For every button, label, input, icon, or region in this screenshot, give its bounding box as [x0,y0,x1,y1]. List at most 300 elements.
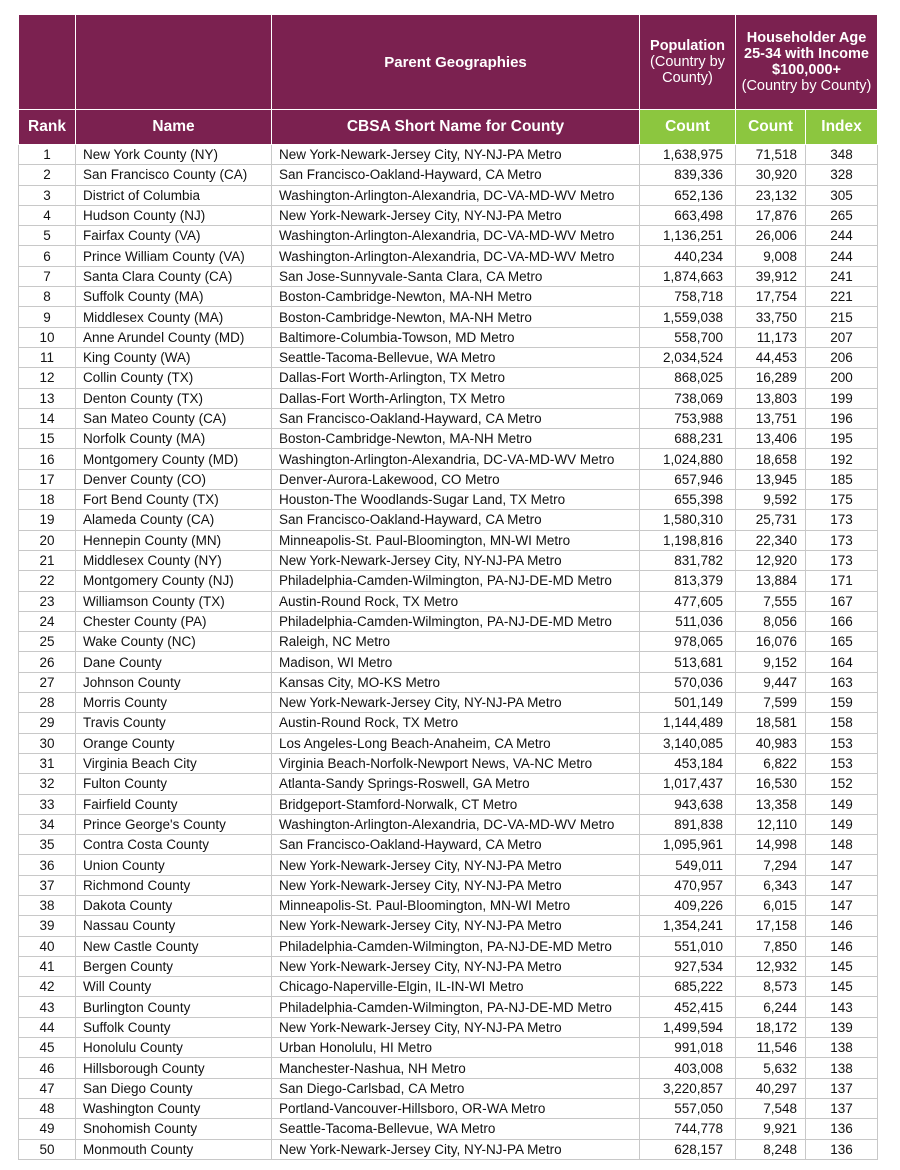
cell-householder-count: 44,453 [736,347,806,367]
cell-rank: 6 [19,246,76,266]
cell-householder-count: 14,998 [736,835,806,855]
cell-rank: 22 [19,571,76,591]
table-row [19,1038,878,1058]
cell-population-count: 452,415 [640,997,736,1017]
cell-cbsa-name: San Jose-Sunnyvale-Santa Clara, CA Metro [272,266,640,286]
table-row [19,347,878,367]
cell-rank: 50 [19,1139,76,1159]
table-row [19,814,878,834]
header-householder-count: Count [736,110,806,145]
table-row [19,550,878,570]
cell-index: 195 [806,429,878,449]
cell-cbsa-name: Portland-Vancouver-Hillsboro, OR-WA Metro [272,1098,640,1118]
cell-index: 148 [806,835,878,855]
cell-householder-count: 17,158 [736,916,806,936]
table-row [19,956,878,976]
cell-householder-count: 12,110 [736,814,806,834]
cell-index: 147 [806,875,878,895]
cell-rank: 21 [19,550,76,570]
cell-cbsa-name: New York-Newark-Jersey City, NY-NJ-PA Metro [272,693,640,713]
cell-index: 221 [806,287,878,307]
cell-rank: 18 [19,490,76,510]
cell-rank: 14 [19,408,76,428]
cell-index: 164 [806,652,878,672]
cell-population-count: 688,231 [640,429,736,449]
table-row [19,916,878,936]
cell-householder-count: 8,248 [736,1139,806,1159]
cell-cbsa-name: Baltimore-Columbia-Towson, MD Metro [272,327,640,347]
header-row-top [19,15,878,110]
cell-population-count: 685,222 [640,977,736,997]
header-blank-name [76,15,272,110]
cell-population-count: 663,498 [640,205,736,225]
cell-index: 215 [806,307,878,327]
cell-householder-count: 13,945 [736,469,806,489]
cell-rank: 40 [19,936,76,956]
cell-population-count: 3,140,085 [640,733,736,753]
cell-county-name: Will County [76,977,272,997]
cell-index: 192 [806,449,878,469]
cell-cbsa-name: Washington-Arlington-Alexandria, DC-VA-MD-WV Metro [272,185,640,205]
table-row [19,774,878,794]
cell-county-name: Snohomish County [76,1119,272,1139]
table-row [19,307,878,327]
table-row [19,327,878,347]
cell-population-count: 657,946 [640,469,736,489]
cell-householder-count: 7,294 [736,855,806,875]
header-row-bottom [19,110,878,145]
cell-population-count: 477,605 [640,591,736,611]
cell-cbsa-name: Philadelphia-Camden-Wilmington, PA-NJ-DE-MD Metro [272,997,640,1017]
header-population [640,15,736,110]
cell-population-count: 813,379 [640,571,736,591]
table-row [19,591,878,611]
cell-county-name: San Diego County [76,1078,272,1098]
cell-householder-count: 16,076 [736,632,806,652]
cell-cbsa-name: New York-Newark-Jersey City, NY-NJ-PA Metro [272,875,640,895]
cell-cbsa-name: New York-Newark-Jersey City, NY-NJ-PA Metro [272,145,640,165]
cell-rank: 9 [19,307,76,327]
cell-householder-count: 8,056 [736,611,806,631]
cell-cbsa-name: Washington-Arlington-Alexandria, DC-VA-MD-WV Metro [272,449,640,469]
cell-population-count: 551,010 [640,936,736,956]
cell-rank: 37 [19,875,76,895]
cell-index: 137 [806,1078,878,1098]
cell-cbsa-name: Los Angeles-Long Beach-Anaheim, CA Metro [272,733,640,753]
cell-rank: 15 [19,429,76,449]
cell-index: 171 [806,571,878,591]
cell-index: 207 [806,327,878,347]
cell-rank: 27 [19,672,76,692]
table-row [19,266,878,286]
cell-cbsa-name: Boston-Cambridge-Newton, MA-NH Metro [272,307,640,327]
table-row [19,997,878,1017]
cell-householder-count: 6,015 [736,895,806,915]
cell-county-name: Montgomery County (MD) [76,449,272,469]
cell-index: 173 [806,550,878,570]
cell-cbsa-name: New York-Newark-Jersey City, NY-NJ-PA Metro [272,550,640,570]
cell-index: 200 [806,368,878,388]
cell-householder-count: 11,546 [736,1038,806,1058]
cell-index: 149 [806,814,878,834]
table-row [19,632,878,652]
cell-rank: 41 [19,956,76,976]
cell-rank: 34 [19,814,76,834]
cell-county-name: Burlington County [76,997,272,1017]
cell-rank: 17 [19,469,76,489]
table-row [19,753,878,773]
cell-index: 136 [806,1119,878,1139]
cell-householder-count: 13,803 [736,388,806,408]
cell-county-name: Dakota County [76,895,272,915]
cell-population-count: 3,220,857 [640,1078,736,1098]
cell-cbsa-name: Virginia Beach-Norfolk-Newport News, VA-NC Metro [272,753,640,773]
cell-rank: 1 [19,145,76,165]
header-householder-subtitle: (Country by County) [741,78,872,94]
cell-rank: 32 [19,774,76,794]
cell-cbsa-name: Kansas City, MO-KS Metro [272,672,640,692]
cell-index: 241 [806,266,878,286]
cell-county-name: Prince George's County [76,814,272,834]
cell-population-count: 1,354,241 [640,916,736,936]
cell-householder-count: 7,850 [736,936,806,956]
table-row [19,246,878,266]
cell-index: 328 [806,165,878,185]
cell-county-name: Hillsborough County [76,1058,272,1078]
cell-cbsa-name: Chicago-Naperville-Elgin, IL-IN-WI Metro [272,977,640,997]
cell-population-count: 1,874,663 [640,266,736,286]
cell-county-name: Denton County (TX) [76,388,272,408]
cell-rank: 43 [19,997,76,1017]
cell-index: 185 [806,469,878,489]
cell-index: 138 [806,1038,878,1058]
cell-county-name: Hennepin County (MN) [76,530,272,550]
cell-cbsa-name: San Francisco-Oakland-Hayward, CA Metro [272,408,640,428]
cell-county-name: Fairfax County (VA) [76,226,272,246]
cell-index: 163 [806,672,878,692]
cell-cbsa-name: San Francisco-Oakland-Hayward, CA Metro [272,835,640,855]
cell-householder-count: 18,581 [736,713,806,733]
cell-rank: 36 [19,855,76,875]
cell-county-name: Fairfield County [76,794,272,814]
cell-householder-count: 7,555 [736,591,806,611]
cell-county-name: Virginia Beach City [76,753,272,773]
cell-rank: 4 [19,205,76,225]
table-row [19,1058,878,1078]
cell-householder-count: 9,008 [736,246,806,266]
cell-county-name: Suffolk County [76,1017,272,1037]
cell-index: 145 [806,977,878,997]
cell-householder-count: 25,731 [736,510,806,530]
cell-index: 196 [806,408,878,428]
cell-householder-count: 17,754 [736,287,806,307]
cell-rank: 47 [19,1078,76,1098]
table-row [19,1098,878,1118]
cell-cbsa-name: Washington-Arlington-Alexandria, DC-VA-MD-WV Metro [272,814,640,834]
cell-cbsa-name: Austin-Round Rock, TX Metro [272,713,640,733]
cell-population-count: 744,778 [640,1119,736,1139]
cell-cbsa-name: New York-Newark-Jersey City, NY-NJ-PA Metro [272,205,640,225]
cell-householder-count: 7,599 [736,693,806,713]
cell-rank: 48 [19,1098,76,1118]
cell-county-name: Bergen County [76,956,272,976]
cell-county-name: Wake County (NC) [76,632,272,652]
cell-cbsa-name: New York-Newark-Jersey City, NY-NJ-PA Metro [272,1139,640,1159]
cell-cbsa-name: Philadelphia-Camden-Wilmington, PA-NJ-DE-MD Metro [272,571,640,591]
cell-county-name: Hudson County (NJ) [76,205,272,225]
cell-index: 147 [806,895,878,915]
cell-county-name: San Francisco County (CA) [76,165,272,185]
cell-householder-count: 11,173 [736,327,806,347]
table-row [19,1078,878,1098]
cell-householder-count: 16,530 [736,774,806,794]
cell-population-count: 409,226 [640,895,736,915]
table-row [19,530,878,550]
cell-index: 348 [806,145,878,165]
cell-index: 199 [806,388,878,408]
table-row [19,449,878,469]
header-population-title: Population [650,38,725,54]
cell-county-name: Norfolk County (MA) [76,429,272,449]
cell-cbsa-name: San Francisco-Oakland-Hayward, CA Metro [272,165,640,185]
table-row [19,693,878,713]
cell-index: 146 [806,916,878,936]
cell-population-count: 839,336 [640,165,736,185]
cell-householder-count: 16,289 [736,368,806,388]
cell-cbsa-name: Washington-Arlington-Alexandria, DC-VA-MD-WV Metro [272,246,640,266]
table-row [19,287,878,307]
cell-cbsa-name: Minneapolis-St. Paul-Bloomington, MN-WI Metro [272,895,640,915]
header-blank-rank [19,15,76,110]
cell-householder-count: 26,006 [736,226,806,246]
cell-cbsa-name: Manchester-Nashua, NH Metro [272,1058,640,1078]
cell-rank: 31 [19,753,76,773]
table-row [19,368,878,388]
table-row [19,1119,878,1139]
cell-index: 175 [806,490,878,510]
cell-cbsa-name: Denver-Aurora-Lakewood, CO Metro [272,469,640,489]
cell-householder-count: 9,152 [736,652,806,672]
cell-population-count: 1,144,489 [640,713,736,733]
cell-population-count: 511,036 [640,611,736,631]
cell-population-count: 470,957 [640,875,736,895]
cell-index: 305 [806,185,878,205]
cell-householder-count: 12,932 [736,956,806,976]
cell-index: 244 [806,246,878,266]
cell-cbsa-name: New York-Newark-Jersey City, NY-NJ-PA Metro [272,956,640,976]
cell-county-name: Williamson County (TX) [76,591,272,611]
cell-rank: 2 [19,165,76,185]
cell-cbsa-name: San Diego-Carlsbad, CA Metro [272,1078,640,1098]
cell-population-count: 991,018 [640,1038,736,1058]
cell-cbsa-name: Urban Honolulu, HI Metro [272,1038,640,1058]
table-row [19,733,878,753]
cell-county-name: Middlesex County (MA) [76,307,272,327]
cell-county-name: District of Columbia [76,185,272,205]
cell-householder-count: 30,920 [736,165,806,185]
cell-index: 149 [806,794,878,814]
cell-cbsa-name: Boston-Cambridge-Newton, MA-NH Metro [272,287,640,307]
cell-cbsa-name: Seattle-Tacoma-Bellevue, WA Metro [272,347,640,367]
cell-population-count: 652,136 [640,185,736,205]
cell-county-name: King County (WA) [76,347,272,367]
cell-rank: 45 [19,1038,76,1058]
table-row [19,855,878,875]
cell-population-count: 655,398 [640,490,736,510]
cell-population-count: 1,580,310 [640,510,736,530]
cell-householder-count: 23,132 [736,185,806,205]
table-row [19,835,878,855]
table-row [19,490,878,510]
cell-cbsa-name: Boston-Cambridge-Newton, MA-NH Metro [272,429,640,449]
table-row [19,510,878,530]
cell-cbsa-name: Minneapolis-St. Paul-Bloomington, MN-WI Metro [272,530,640,550]
cell-householder-count: 33,750 [736,307,806,327]
cell-rank: 11 [19,347,76,367]
cell-population-count: 403,008 [640,1058,736,1078]
cell-index: 167 [806,591,878,611]
cell-population-count: 440,234 [640,246,736,266]
header-householder [736,15,878,110]
cell-householder-count: 9,592 [736,490,806,510]
cell-county-name: Union County [76,855,272,875]
cell-rank: 26 [19,652,76,672]
cell-county-name: Suffolk County (MA) [76,287,272,307]
cell-county-name: San Mateo County (CA) [76,408,272,428]
cell-rank: 38 [19,895,76,915]
table-row [19,794,878,814]
cell-population-count: 891,838 [640,814,736,834]
cell-county-name: Nassau County [76,916,272,936]
cell-county-name: Fort Bend County (TX) [76,490,272,510]
cell-county-name: Contra Costa County [76,835,272,855]
cell-householder-count: 39,912 [736,266,806,286]
cell-population-count: 1,095,961 [640,835,736,855]
cell-rank: 35 [19,835,76,855]
cell-index: 146 [806,936,878,956]
cell-population-count: 501,149 [640,693,736,713]
cell-index: 136 [806,1139,878,1159]
cell-householder-count: 13,751 [736,408,806,428]
cell-rank: 46 [19,1058,76,1078]
cell-householder-count: 71,518 [736,145,806,165]
cell-cbsa-name: Atlanta-Sandy Springs-Roswell, GA Metro [272,774,640,794]
table-row [19,936,878,956]
cell-county-name: Fulton County [76,774,272,794]
table-row [19,611,878,631]
cell-index: 165 [806,632,878,652]
cell-householder-count: 13,358 [736,794,806,814]
cell-rank: 19 [19,510,76,530]
table-row [19,185,878,205]
table-row [19,977,878,997]
table-row [19,165,878,185]
cell-population-count: 549,011 [640,855,736,875]
cell-rank: 8 [19,287,76,307]
cell-county-name: Anne Arundel County (MD) [76,327,272,347]
cell-householder-count: 17,876 [736,205,806,225]
cell-population-count: 1,638,975 [640,145,736,165]
county-ranking-table [18,14,878,1160]
table-row [19,226,878,246]
cell-county-name: Dane County [76,652,272,672]
cell-index: 206 [806,347,878,367]
table-row [19,145,878,165]
cell-county-name: Travis County [76,713,272,733]
cell-rank: 44 [19,1017,76,1037]
cell-index: 138 [806,1058,878,1078]
cell-population-count: 738,069 [640,388,736,408]
cell-county-name: Collin County (TX) [76,368,272,388]
cell-index: 166 [806,611,878,631]
table-header [19,15,878,145]
table-row [19,1017,878,1037]
header-householder-title: Householder Age 25-34 with Income $100,000+ [744,30,869,78]
cell-rank: 7 [19,266,76,286]
cell-index: 244 [806,226,878,246]
cell-population-count: 1,499,594 [640,1017,736,1037]
cell-population-count: 513,681 [640,652,736,672]
header-index: Index [806,110,878,145]
cell-index: 152 [806,774,878,794]
cell-population-count: 927,534 [640,956,736,976]
cell-population-count: 831,782 [640,550,736,570]
cell-rank: 39 [19,916,76,936]
cell-rank: 33 [19,794,76,814]
cell-cbsa-name: Madison, WI Metro [272,652,640,672]
cell-population-count: 943,638 [640,794,736,814]
table-row [19,469,878,489]
cell-rank: 13 [19,388,76,408]
table-row [19,1139,878,1159]
cell-householder-count: 40,297 [736,1078,806,1098]
cell-householder-count: 9,447 [736,672,806,692]
cell-population-count: 1,017,437 [640,774,736,794]
cell-index: 158 [806,713,878,733]
cell-householder-count: 6,343 [736,875,806,895]
cell-index: 173 [806,510,878,530]
header-population-count: Count [640,110,736,145]
cell-index: 147 [806,855,878,875]
cell-cbsa-name: San Francisco-Oakland-Hayward, CA Metro [272,510,640,530]
cell-cbsa-name: Philadelphia-Camden-Wilmington, PA-NJ-DE-MD Metro [272,936,640,956]
header-parent-geographies: Parent Geographies [272,15,640,110]
cell-cbsa-name: Dallas-Fort Worth-Arlington, TX Metro [272,368,640,388]
cell-cbsa-name: Washington-Arlington-Alexandria, DC-VA-MD-WV Metro [272,226,640,246]
cell-rank: 23 [19,591,76,611]
table-row [19,672,878,692]
cell-index: 265 [806,205,878,225]
cell-householder-count: 22,340 [736,530,806,550]
cell-householder-count: 12,920 [736,550,806,570]
cell-rank: 5 [19,226,76,246]
cell-population-count: 557,050 [640,1098,736,1118]
cell-rank: 42 [19,977,76,997]
cell-index: 139 [806,1017,878,1037]
cell-rank: 10 [19,327,76,347]
cell-county-name: Washington County [76,1098,272,1118]
cell-county-name: New York County (NY) [76,145,272,165]
table-body [19,145,878,1160]
table-row [19,408,878,428]
cell-county-name: Denver County (CO) [76,469,272,489]
cell-householder-count: 13,884 [736,571,806,591]
cell-householder-count: 6,822 [736,753,806,773]
cell-population-count: 628,157 [640,1139,736,1159]
table-row [19,713,878,733]
cell-index: 153 [806,753,878,773]
cell-rank: 20 [19,530,76,550]
